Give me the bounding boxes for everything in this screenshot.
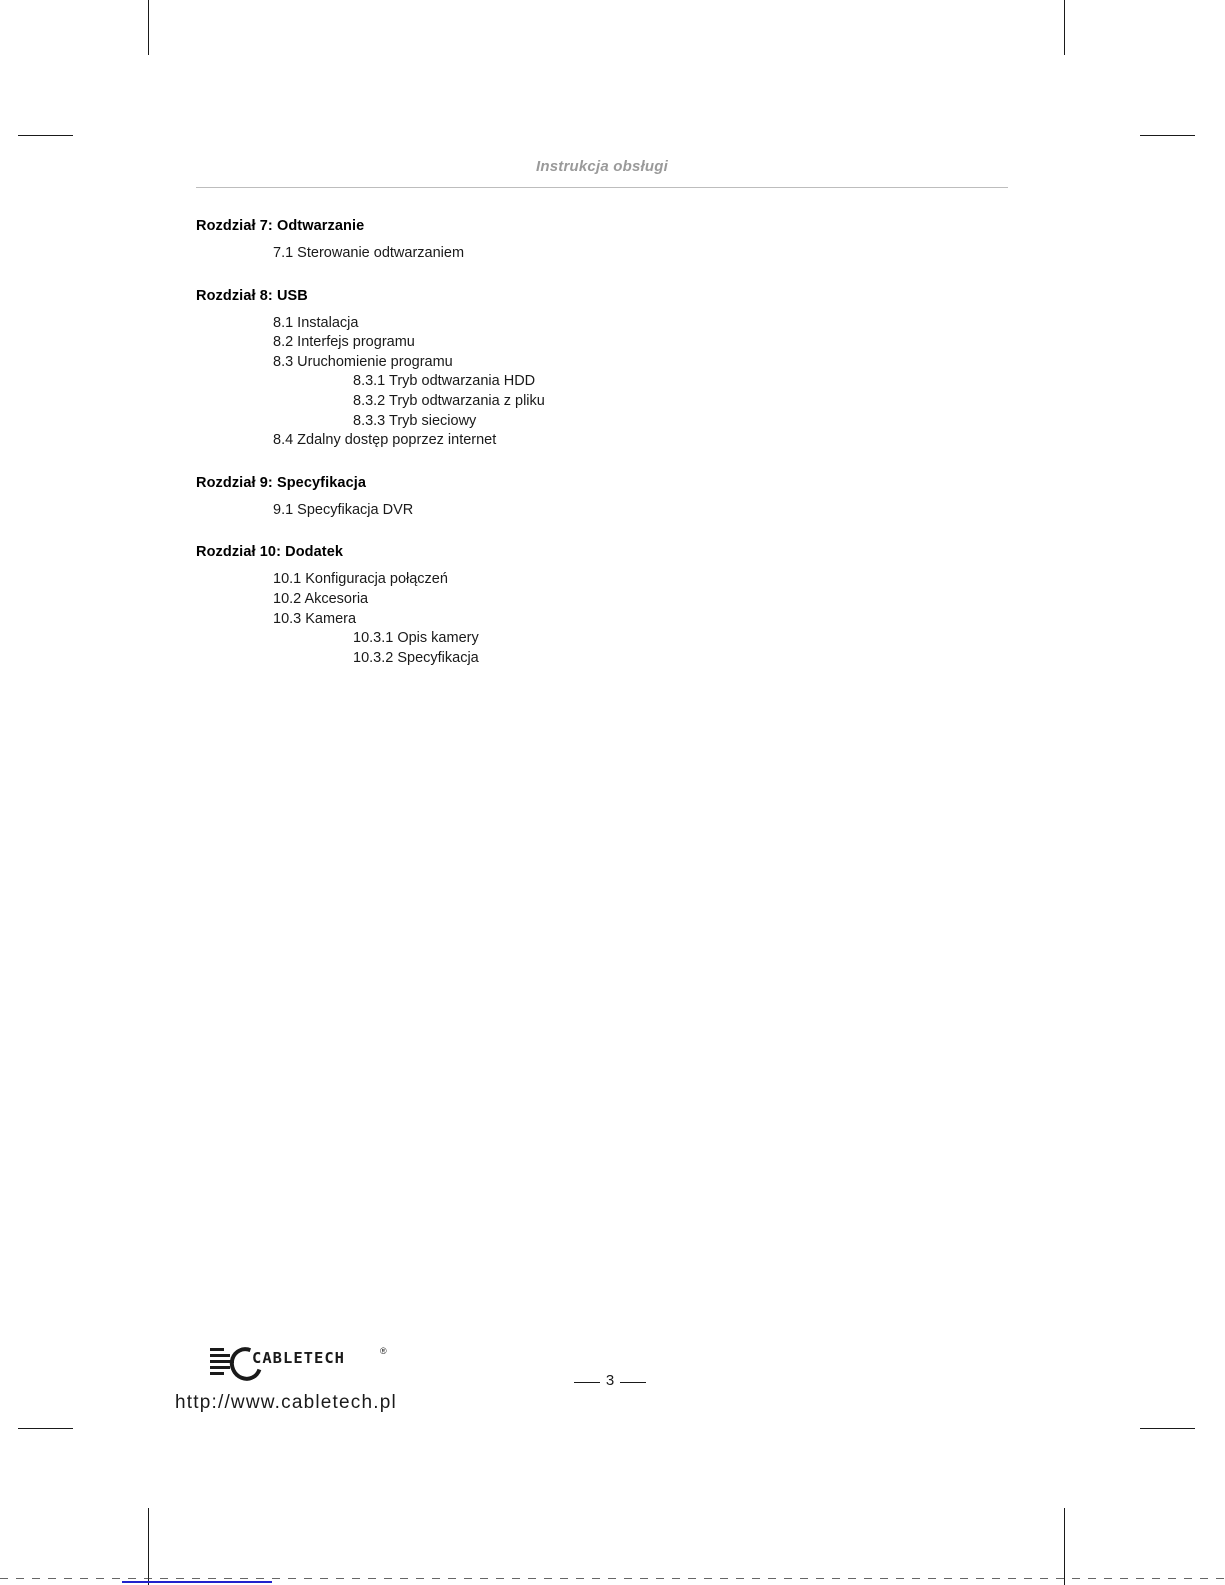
toc-entry[interactable]: 8.3.1 Tryb odtwarzania HDD: [353, 373, 536, 390]
toc-chapter-heading: Rozdział 10: Dodatek: [196, 544, 344, 561]
toc-entry[interactable]: 8.3.2 Tryb odtwarzania z pliku: [353, 392, 545, 409]
table-of-contents: [196, 212, 1016, 668]
toc-entry[interactable]: 8.3.3 Tryb sieciowy: [353, 412, 477, 429]
crop-mark-left-bottom: [18, 1428, 73, 1429]
cabletech-logo-icon: [210, 1346, 390, 1376]
toc-entry[interactable]: 10.1 Konfiguracja połączeń: [273, 571, 448, 588]
brand-wordmark: CABLETECH: [252, 1349, 345, 1367]
page-number-dash-left: [574, 1382, 600, 1383]
toc-chapter-heading: Rozdział 9: Specyfikacja: [196, 474, 367, 491]
page-number-value: 3: [605, 1372, 615, 1389]
bottom-blue-rule: [122, 1581, 272, 1583]
header-divider: [196, 187, 1008, 188]
toc-entry[interactable]: 9.1 Specyfikacja DVR: [273, 501, 414, 518]
toc-entry[interactable]: 10.3 Kamera: [273, 610, 357, 627]
crop-mark-bottom-left: [148, 1508, 149, 1585]
toc-entry[interactable]: 8.4 Zdalny dostęp poprzez internet: [273, 432, 497, 449]
toc-entry[interactable]: 10.3.2 Specyfikacja: [353, 649, 479, 666]
crop-mark-left-top: [18, 135, 73, 136]
page-number-dash-right: [620, 1382, 646, 1383]
footer-logo: [175, 1346, 425, 1426]
bottom-dashed-rule: [0, 1578, 1225, 1579]
toc-entry[interactable]: 8.2 Interfejs programu: [273, 334, 415, 351]
toc-entry[interactable]: 10.3.1 Opis kamery: [353, 630, 479, 647]
crop-mark-right-bottom: [1140, 1428, 1195, 1429]
running-head: Instrukcja obsługi: [536, 158, 668, 175]
toc-entry[interactable]: 7.1 Sterowanie odtwarzaniem: [273, 245, 465, 261]
crop-mark-top-left: [148, 0, 149, 55]
toc-chapter-heading: Rozdział 8: USB: [196, 287, 308, 304]
registered-trademark-icon: ®: [380, 1346, 387, 1356]
page-number: [540, 1372, 680, 1389]
toc-chapter-heading: Rozdział 7: Odtwarzanie: [196, 218, 365, 234]
crop-mark-bottom-right: [1064, 1508, 1065, 1585]
crop-mark-right-top: [1140, 135, 1195, 136]
toc-entry[interactable]: 8.1 Instalacja: [273, 314, 359, 331]
crop-mark-top-right: [1064, 0, 1065, 55]
footer-url[interactable]: http://www.cabletech.pl: [175, 1392, 397, 1413]
toc-entry[interactable]: 10.2 Akcesoria: [273, 590, 369, 607]
toc-entry[interactable]: 8.3 Uruchomienie programu: [273, 353, 453, 370]
